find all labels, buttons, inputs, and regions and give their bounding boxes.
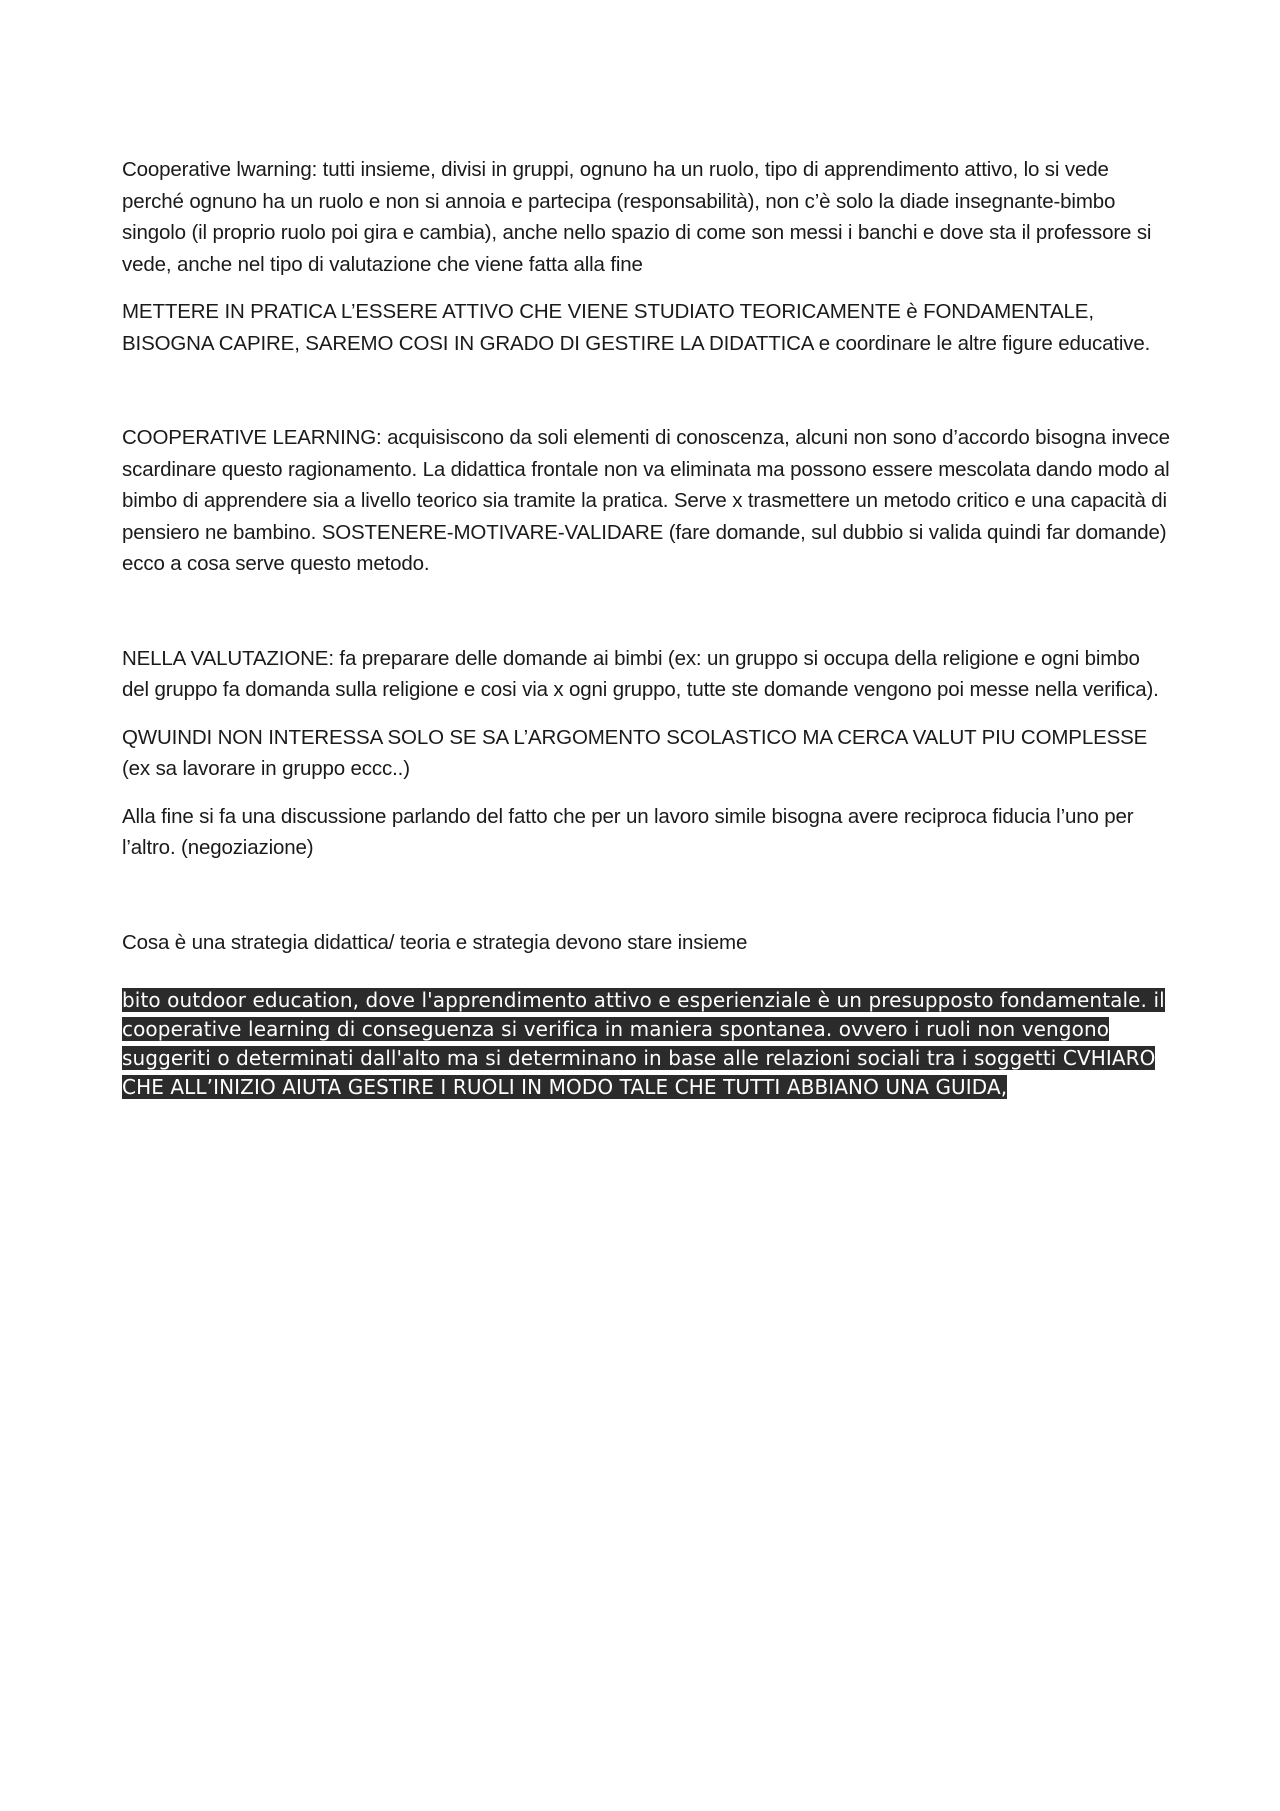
selected-text[interactable]: bito outdoor education, dove l'apprendimento attivo e esperienziale è un presupposto fondamentale. il cooperative learning di conseguenza si verifica in maniera spontanea. ovvero i ruoli non vengono suggeriti o determinati dall'alto ma si determinano in base alle relazioni sociali tra i soggetti CVHIARO CHE ALL’INIZIO AIUTA GESTIRE I RUOLI IN MODO TALE CHE TUTTI ABBIANO UNA GUIDA, bbox=[122, 988, 1165, 1099]
paragraph-evaluation: NELLA VALUTAZIONE: fa preparare delle domande ai bimbi (ex: un gruppo si occupa della religione e ogni bimbo del gruppo fa domanda sulla religione e cosi via x ogni gruppo, tutte ste domande vengono poi messe nella verifica). bbox=[122, 646, 1159, 701]
blank-line bbox=[122, 596, 1172, 643]
paragraph-final-discussion: Alla fine si fa una discussione parlando del fatto che per un lavoro simile bisogna avere reciproca fiducia l’uno per l’altro. (negoziazione) bbox=[122, 804, 1134, 859]
selected-text-block[interactable] bbox=[122, 986, 1172, 1102]
document-body bbox=[122, 154, 1172, 1102]
paragraph-complex-evaluation: QWUINDI NON INTERESSA SOLO SE SA L’ARGOMENTO SCOLASTICO MA CERCA VALUT PIU COMPLESSE (ex sa lavorare in gruppo eccc..) bbox=[122, 725, 1148, 780]
blank-line bbox=[122, 375, 1172, 422]
paragraph-teaching-strategy: Cosa è una strategia didattica/ teoria e strategia devono stare insieme bbox=[122, 930, 748, 954]
paragraph-cooperative-learning-intro: Cooperative lwarning: tutti insieme, divisi in gruppi, ognuno ha un ruolo, tipo di apprendimento attivo, lo si vede perché ognuno ha un ruolo e non si annoia e partecipa (responsabilità), non c’è solo la diade insegnante-bimbo singolo (il proprio ruolo poi gira e cambia), anche nello spazio di come son messi i banchi e dove sta il professore si vede, anche nel tipo di valutazione che viene fatta alla fine bbox=[122, 158, 1152, 276]
paragraph-active-learning-practice: METTERE IN PRATICA L’ESSERE ATTIVO CHE VIENE STUDIATO TEORICAMENTE è FONDAMENTALE, BISOGNA CAPIRE, SAREMO COSI IN GRADO DI GESTIRE LA DIDATTICA e coordinare le altre figure educative. bbox=[122, 300, 1151, 355]
blank-line bbox=[122, 880, 1172, 927]
paragraph-cooperative-learning-method: COOPERATIVE LEARNING: acquisiscono da soli elementi di conoscenza, alcuni non sono d’accordo bisogna invece scardinare questo ragionamento. La didattica frontale non va eliminata ma possono essere mescolata dando modo al bimbo di apprendere sia a livello teorico sia tramite la pratica. Serve x trasmettere un metodo critico e una capacità di pensiero ne bambino. SOSTENERE-MOTIVARE-VALIDARE (fare domande, sul dubbio si valida quindi far domande) ecco a cosa serve questo metodo. bbox=[122, 426, 1170, 575]
